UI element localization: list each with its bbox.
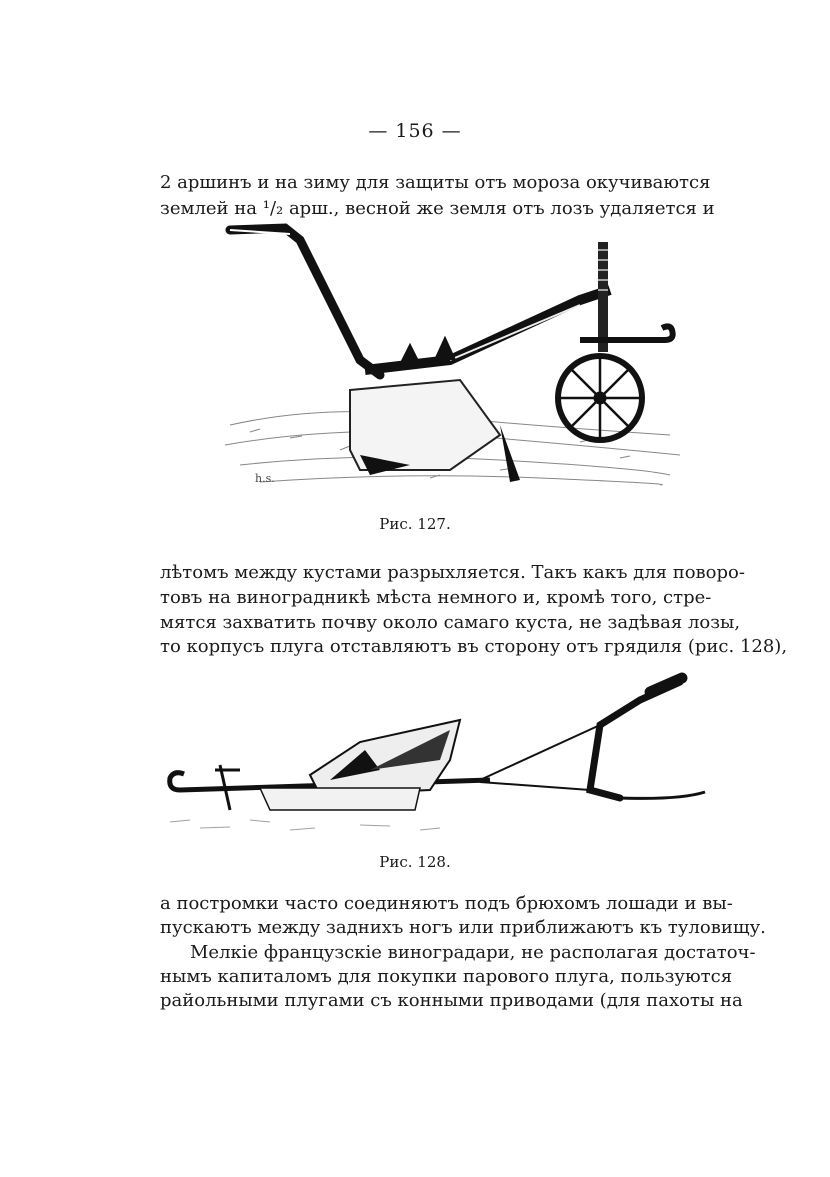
figure-128-caption: Рис. 128. <box>379 853 451 871</box>
figure-127-caption: Рис. 127. <box>379 515 451 533</box>
plough-handle <box>590 682 680 798</box>
front-clevis <box>170 773 184 790</box>
text-line: то корпусъ плуга отставляютъ въ сторону отъ грядиля (рис. 128), <box>160 636 788 657</box>
plough-wheel <box>558 356 642 440</box>
figure-127-plough-illustration <box>200 220 700 500</box>
plough-beam <box>365 290 610 370</box>
text-line: нымъ капиталомъ для покупки парового плуга, пользуются <box>160 966 733 987</box>
ground-texture <box>170 820 440 830</box>
text-line: райольными плугами съ конными приводами (для пахоты на <box>160 990 743 1011</box>
text-line: 2 аршинъ и на зиму для защиты отъ мороза окучиваются <box>160 172 711 193</box>
artist-signature: h.s. <box>255 472 275 485</box>
text-line: товъ на виноградникѣ мѣста немного и, кромѣ того, стре- <box>160 587 712 608</box>
text-line-indented: Мелкіе французскіе виноградари, не располагая достаточ- <box>190 942 756 963</box>
text-line: пускаютъ между заднихъ ногъ или приближаютъ къ туловищу. <box>160 917 766 938</box>
plough-share <box>350 380 500 470</box>
plough-handle <box>230 228 380 375</box>
front-hook <box>580 326 673 340</box>
figure-128-plough-illustration <box>160 670 720 845</box>
page-number: — 156 — <box>368 120 462 142</box>
text-line: а постромки часто соединяютъ подъ брюхомъ лошади и вы- <box>160 893 733 914</box>
text-line: землей на ¹/₂ арш., весной же земля отъ лозъ удаляется и <box>160 198 715 219</box>
text-line: лѣтомъ между кустами разрыхляется. Такъ какъ для поворо- <box>160 562 745 583</box>
text-line: мятся захватить почву около самаго куста, не задѣвая лозы, <box>160 612 741 633</box>
